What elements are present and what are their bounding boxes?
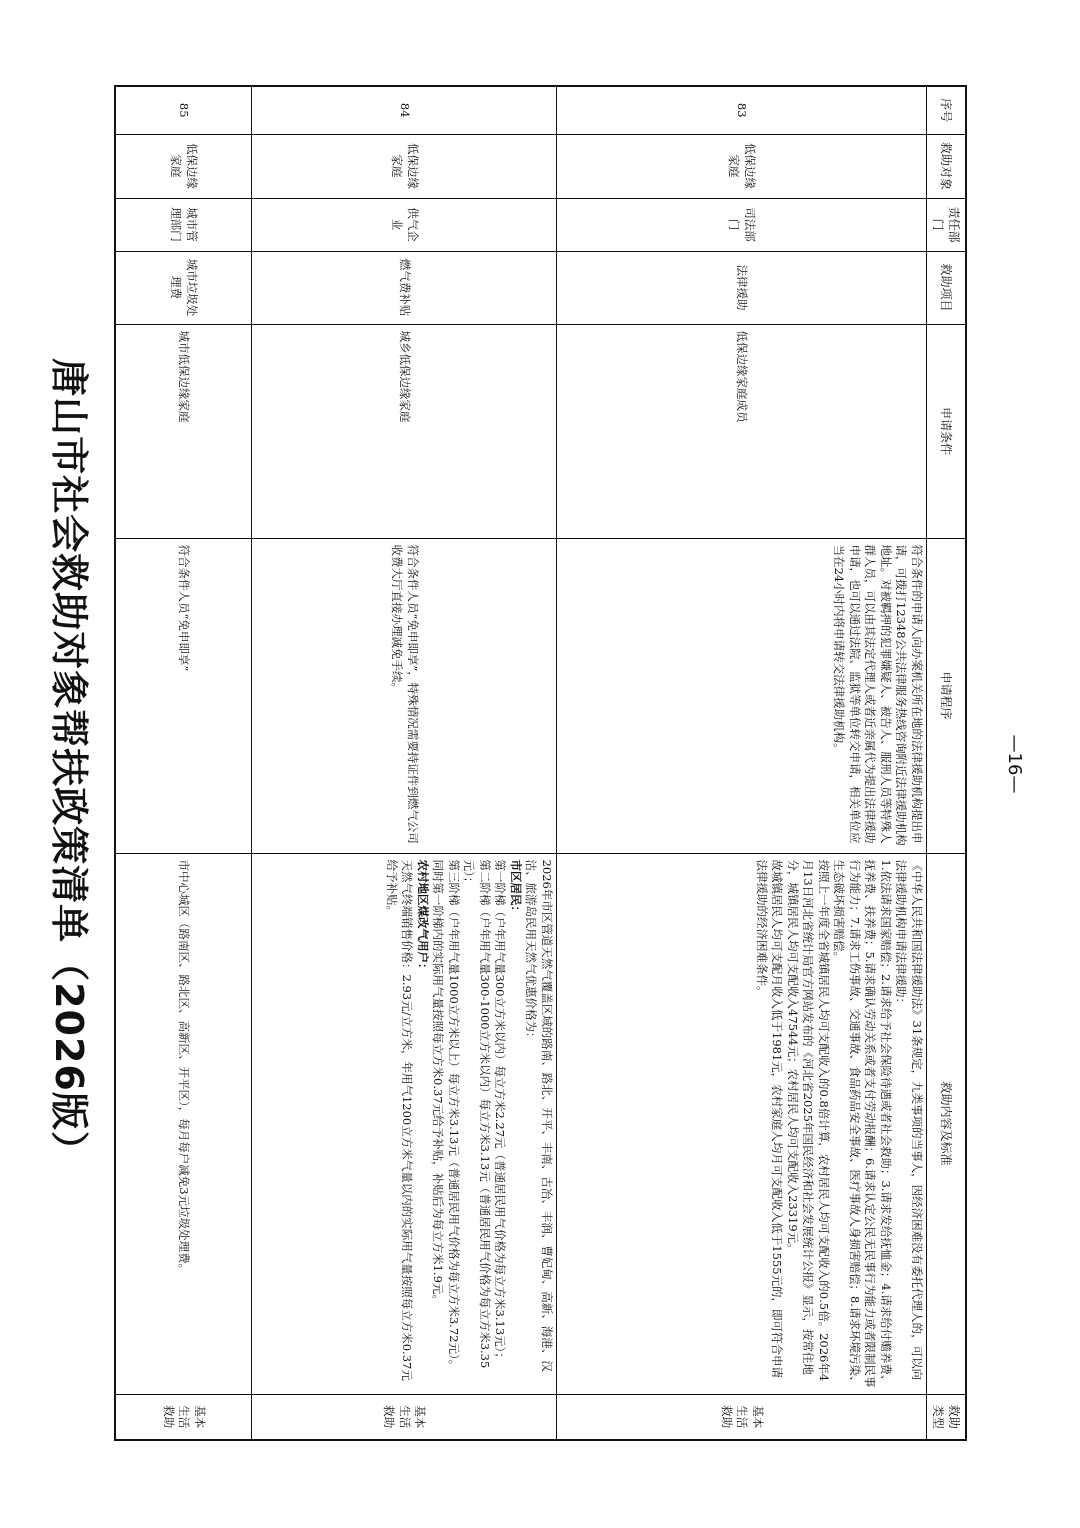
cell-type: 基本生活救助 xyxy=(115,1394,252,1440)
standard-line: 天然气终端销售价格：2.93元/立方米，年用气1200立方米气量以内的实际用气量按照每立方米0.37元给予补贴。 xyxy=(384,859,415,1381)
table-row-84 xyxy=(252,86,557,1440)
cell-standard xyxy=(557,853,927,1394)
cell-dept: 司法部门 xyxy=(557,198,927,251)
header-type: 救助类型 xyxy=(927,1394,967,1440)
standard-line: 第三阶梯（户年用气量1000立方米以上）每立方米3.13元（普通居民用气价格为每立方米3.72元）。 xyxy=(446,859,461,1372)
header-seq: 序号 xyxy=(927,86,967,134)
cell-dept: 城市管理部门 xyxy=(115,198,252,251)
cell-seq: 84 xyxy=(252,86,557,134)
cell-condition: 低保边缘家庭成员 xyxy=(557,324,927,538)
cell-target: 低保边缘家庭 xyxy=(557,134,927,198)
cell-item: 燃气费补贴 xyxy=(252,251,557,324)
header-condition: 申请条件 xyxy=(927,324,967,538)
policy-table xyxy=(114,85,967,1441)
urban-label: 市区居民： xyxy=(508,859,523,917)
standard-line: 第一阶梯（户年用气量300立方米以内）每立方米2.27元（普通居民用气价格为每立方米3.13元）； xyxy=(493,859,508,1364)
cell-procedure: 符合条件人员“免申即享”，特殊情况需要持证件到燃气公司收费大厅直接办理减免手续。 xyxy=(252,538,557,853)
cell-condition: 城市低保边缘家庭 xyxy=(115,324,252,538)
cell-standard: 市中心城区（路南区、路北区、高新区、开平区），每月每户减免3元垃圾处理费。 xyxy=(115,853,252,1394)
cell-seq: 85 xyxy=(115,86,252,134)
cell-condition: 城乡低保边缘家庭 xyxy=(252,324,557,538)
header-standard: 救助内容及标准 xyxy=(927,853,967,1394)
header-item: 救助项目 xyxy=(927,251,967,324)
header-dept: 责任部门 xyxy=(927,198,967,251)
cell-type: 基本生活救助 xyxy=(557,1394,927,1440)
table-header-row xyxy=(927,86,967,1440)
cell-standard xyxy=(252,853,557,1394)
cell-target: 低保边缘家庭 xyxy=(252,134,557,198)
cell-procedure: 符合条件的申请人向办案机关所在地的法律援助机构提出申请，可拨打12348公共法律服务热线咨询附近法律援助机构地址。对被羁押的犯罪嫌疑人、被告人、服刑人员等特殊人群人员，可以由其法定代理人或者近亲属代为提出法律援助申请，也可以通过法院、监狱等单位转交申请，相关单位应当在24小时内将申请转交法律援助机构。 xyxy=(557,538,927,853)
cell-dept: 供气企业 xyxy=(252,198,557,251)
cell-target: 低保边缘家庭 xyxy=(115,134,252,198)
page-title: 唐山市社会救助对象帮扶政策清单（2026版） xyxy=(47,358,91,1170)
standard-line: 同时第一阶梯内的实际用气量按照每立方米0.37元给予补贴，补贴后为每立方米1.9元。 xyxy=(431,859,446,1306)
standard-line: 《中华人民共和国法律援助法》31条规定，九类事项的当事人，因经济困难没有委托代理人的，可以向法律援助机构申请法律援助： xyxy=(894,859,924,1381)
standard-line: 第二阶梯（户年用气量300-1000立方米以内）每立方米3.13元（普通居民用气价格为每立方米3.35元）； xyxy=(462,859,492,1369)
cell-item: 法律援助 xyxy=(557,251,927,324)
cell-seq: 83 xyxy=(557,86,927,134)
cell-procedure: 符合条件人员“免申即享” xyxy=(115,538,252,853)
table-row-83 xyxy=(557,86,927,1440)
standard-intro: 2026年市区管道天然气覆盖区域的路南、路北、开平、丰南、古冶、丰润、曹妃甸、高新、海港、汉沽、旅游岛民用天然气优惠价格为： xyxy=(524,859,554,1372)
cell-item: 城市垃圾处理费 xyxy=(115,251,252,324)
standard-line: 1.依法请求国家赔偿；2.请求给予社会保险待遇或者社会救助；3.请求发给抚恤金；4.请求给付赡养费、抚养费、扶养费；5.请求确认劳动关系或者支付劳动报酬；6.请求认定公民无民事行为能力或者限制民事行为能力；7.请求工伤事故、交通事故、食品药品安全事故、医疗事故人身损害赔偿；8.请求环境污染、生态破坏损害赔偿。 xyxy=(832,859,893,1388)
rural-label: 农村地区煤改气用户： xyxy=(415,859,430,975)
standard-line: 按照上一年度全省城镇居民人均可支配收入的0.8倍计算，农村居民人均可支配收入的0.5倍。2026年4月13日河北省统计局官方网站发布的《河北省2025年国民经济和社会发展统计公报》显示，按常住地分，城镇居民人均可支配收入47544元；农村居民人均可支配收入23319元。 xyxy=(785,859,831,1382)
page-number: —16— xyxy=(1004,734,1025,794)
header-target: 救助对象 xyxy=(927,134,967,198)
standard-line: 故城镇居民人均可支配月收入低于1981元，农村家庭人均月可支配收入低于1555元的，即可符合申请法律援助的经济困难条件。 xyxy=(754,859,785,1379)
cell-type: 基本生活救助 xyxy=(252,1394,557,1440)
table-row-85 xyxy=(115,86,252,1440)
header-procedure: 申请程序 xyxy=(927,538,967,853)
